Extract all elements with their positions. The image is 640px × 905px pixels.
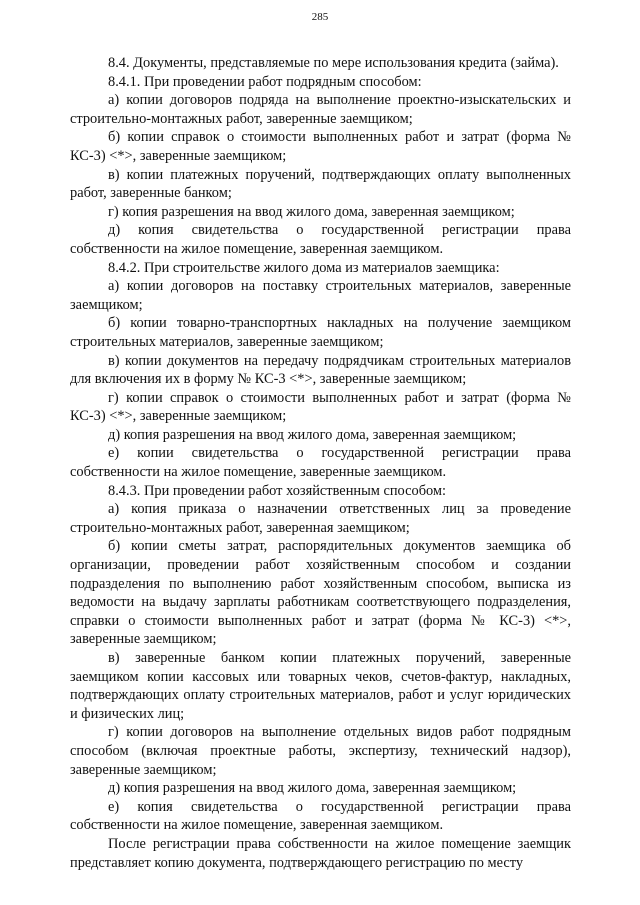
list-item-8-4-1-v: в) копии платежных поручений, подтверждающих оплату выполненных работ, заверенные банком;: [70, 166, 571, 202]
list-item-8-4-3-v: в) заверенные банком копии платежных поручений, заверенные заемщиком копии кассовых или товарных чеков, счетов-фактур, накладных, подтверждающих оплату строительных материалов, работ и услуг юридических и физических лиц;: [70, 650, 571, 722]
list-item-8-4-2-a: а) копии договоров на поставку строительных материалов, заверенные заемщиком;: [70, 278, 571, 313]
list-item-8-4-1-d: д) копия свидетельства о государственной регистрации права собственности на жилое помещение, заверенная заемщиком.: [70, 222, 571, 257]
section-8-4-heading: 8.4. Документы, представляемые по мере использования кредита (займа).: [108, 55, 559, 71]
list-item-8-4-1-g: г) копия разрешения на ввод жилого дома, заверенная заемщиком;: [108, 203, 515, 220]
list-item-8-4-3-d: д) копия разрешения на ввод жилого дома, заверенная заемщиком;: [108, 780, 517, 797]
list-item-8-4-1-b: б) копии справок о стоимости выполненных работ и затрат (форма № КС-3) <*>, заверенные заемщиком;: [70, 129, 571, 164]
list-item-8-4-3-b: б) копии сметы затрат, распорядительных документов заемщика об организации, проведении работ хозяйственным способом и создании подразделения по выполнению работ хозяйственным способом, выписка из ведомости на выдачу зарплаты работникам соответствующего подразделения, справки о стоимости выполненных работ и затрат (форма № КС-3) <*>, заверенные заемщиком;: [70, 538, 571, 648]
list-item-8-4-3-a: а) копия приказа о назначении ответственных лиц за проведение строительно-монтажных работ, заверенная заемщиком;: [70, 501, 571, 536]
subsection-8-4-2-heading: 8.4.2. При строительстве жилого дома из материалов заемщика:: [108, 259, 500, 276]
list-item-8-4-1-a: а) копии договоров подряда на выполнение проектно-изыскательских и строительно-монтажных работ, заверенные заемщиком;: [70, 92, 571, 127]
document-body: [70, 54, 571, 872]
closing-paragraph: После регистрации права собственности на жилое помещение заемщик представляет копию документа, подтверждающего регистрацию по месту: [70, 835, 571, 871]
list-item-8-4-2-v: в) копии документов на передачу подрядчикам строительных материалов для включения их в форму № КС-3 <*>, заверенные заемщиком;: [70, 352, 571, 388]
list-item-8-4-3-g: г) копии договоров на выполнение отдельных видов работ подрядным способом (включая проектные работы, экспертизу, технический надзор), заверенные заемщиком;: [70, 724, 571, 778]
list-item-8-4-2-b: б) копии товарно-транспортных накладных на получение заемщиком строительных материалов, заверенные заемщиком;: [70, 315, 571, 350]
subsection-8-4-1-heading: 8.4.1. При проведении работ подрядным способом:: [108, 73, 422, 90]
subsection-8-4-3-heading: 8.4.3. При проведении работ хозяйственным способом:: [108, 482, 447, 499]
list-item-8-4-2-d: д) копия разрешения на ввод жилого дома, заверенная заемщиком;: [108, 426, 517, 443]
page-number: 285: [311, 11, 329, 23]
list-item-8-4-2-e: е) копии свидетельства о государственной регистрации права собственности на жилое помещение, заверенные заемщиком.: [70, 445, 571, 481]
list-item-8-4-3-e: е) копия свидетельства о государственной регистрации права собственности на жилое помещение, заверенная заемщиком.: [70, 798, 571, 834]
list-item-8-4-2-g: г) копии справок о стоимости выполненных работ и затрат (форма № КС-3) <*>, заверенные заемщиком;: [70, 389, 571, 425]
